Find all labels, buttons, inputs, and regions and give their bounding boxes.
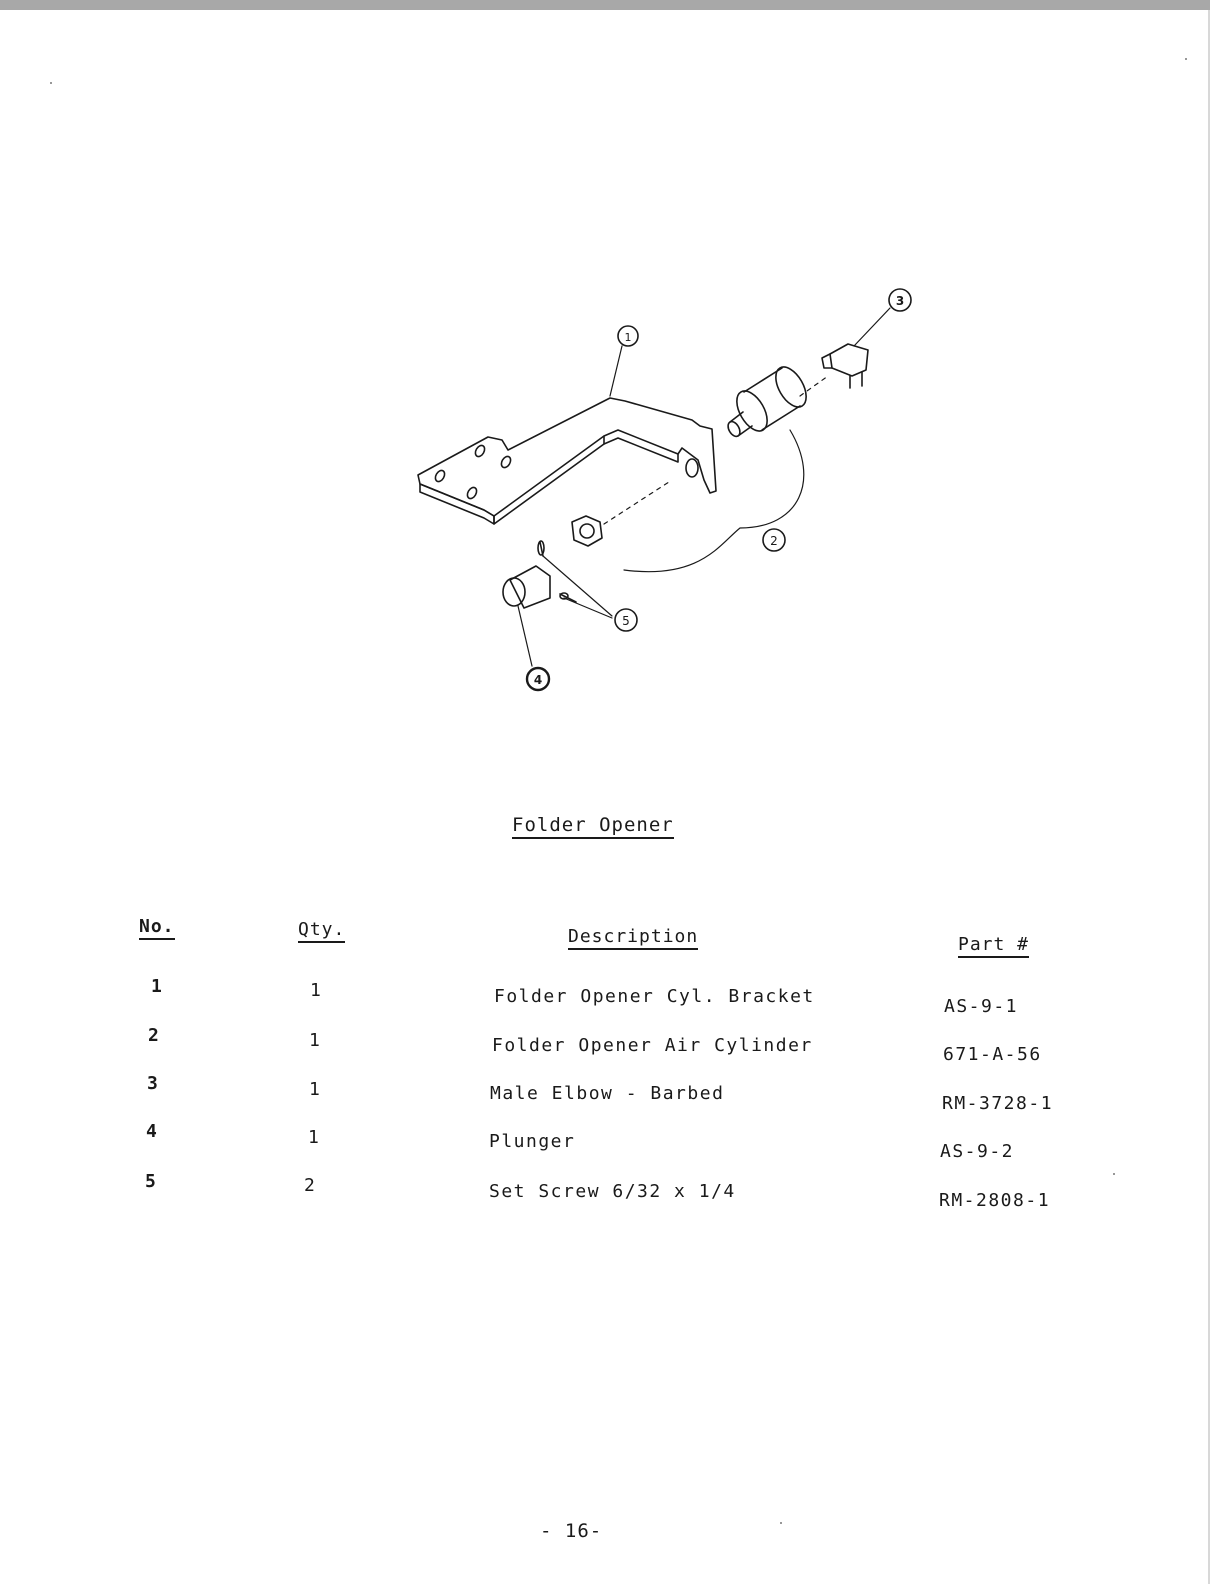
row-qty: 2 [304, 1175, 317, 1196]
page-number: - 16- [540, 1520, 603, 1542]
set-screw-part [560, 593, 576, 602]
row-part: RM-2808-1 [939, 1190, 1051, 1211]
callout-label-5: 5 [622, 614, 630, 628]
header-part: Part # [958, 934, 1029, 958]
hex-nut-part [572, 516, 602, 546]
callout-label-2: 2 [770, 534, 778, 548]
row-description: Folder Opener Air Cylinder [492, 1035, 813, 1056]
folder-opener-exploded-diagram [400, 280, 940, 700]
row-part: RM-3728-1 [942, 1093, 1054, 1114]
row-qty: 1 [308, 1127, 321, 1148]
row-description: Male Elbow - Barbed [490, 1083, 725, 1104]
leader-line-1 [610, 346, 622, 396]
callout-label-4: 4 [533, 673, 543, 687]
leader-line-3 [854, 308, 890, 346]
row-no: 1 [151, 976, 164, 997]
callout-bubble-4 [527, 668, 549, 690]
row-part: AS-9-1 [944, 996, 1019, 1017]
header-qty: Qty. [298, 919, 345, 943]
scan-top-border [0, 0, 1210, 10]
bracket-part [418, 398, 716, 524]
callout-bubble-1 [618, 326, 638, 346]
callout-bubble-5 [615, 609, 637, 631]
air-cylinder-part [726, 362, 813, 438]
row-qty: 1 [309, 1030, 322, 1051]
row-description: Plunger [489, 1131, 576, 1152]
row-qty: 1 [309, 1079, 322, 1100]
plunger-part [503, 541, 550, 608]
leader-line-4 [518, 606, 532, 666]
leader-line-5 [543, 556, 612, 618]
callout-label-1: 1 [624, 331, 632, 344]
header-no: No. [139, 916, 175, 940]
scan-speck [1185, 58, 1187, 60]
row-description: Set Screw 6/32 x 1/4 [489, 1181, 736, 1202]
row-no: 3 [147, 1073, 160, 1094]
scan-speck [50, 82, 52, 84]
row-no: 2 [148, 1025, 161, 1046]
header-description: Description [568, 926, 698, 950]
callout-bubble-2 [763, 529, 785, 551]
row-no: 4 [146, 1121, 159, 1142]
row-description: Folder Opener Cyl. Bracket [494, 986, 815, 1007]
callout-bubble-3 [889, 289, 911, 311]
row-qty: 1 [310, 980, 323, 1001]
scan-speck [1113, 1173, 1115, 1175]
figure-caption: Folder Opener [512, 814, 674, 839]
row-part: 671-A-56 [943, 1044, 1042, 1065]
callout-label-3: 3 [895, 294, 905, 308]
scan-right-edge [1208, 10, 1210, 1584]
male-elbow-part [822, 344, 868, 388]
scan-speck [780, 1522, 782, 1524]
dashed-axis-line [604, 480, 672, 524]
row-no: 5 [145, 1171, 158, 1192]
row-part: AS-9-2 [940, 1141, 1015, 1162]
